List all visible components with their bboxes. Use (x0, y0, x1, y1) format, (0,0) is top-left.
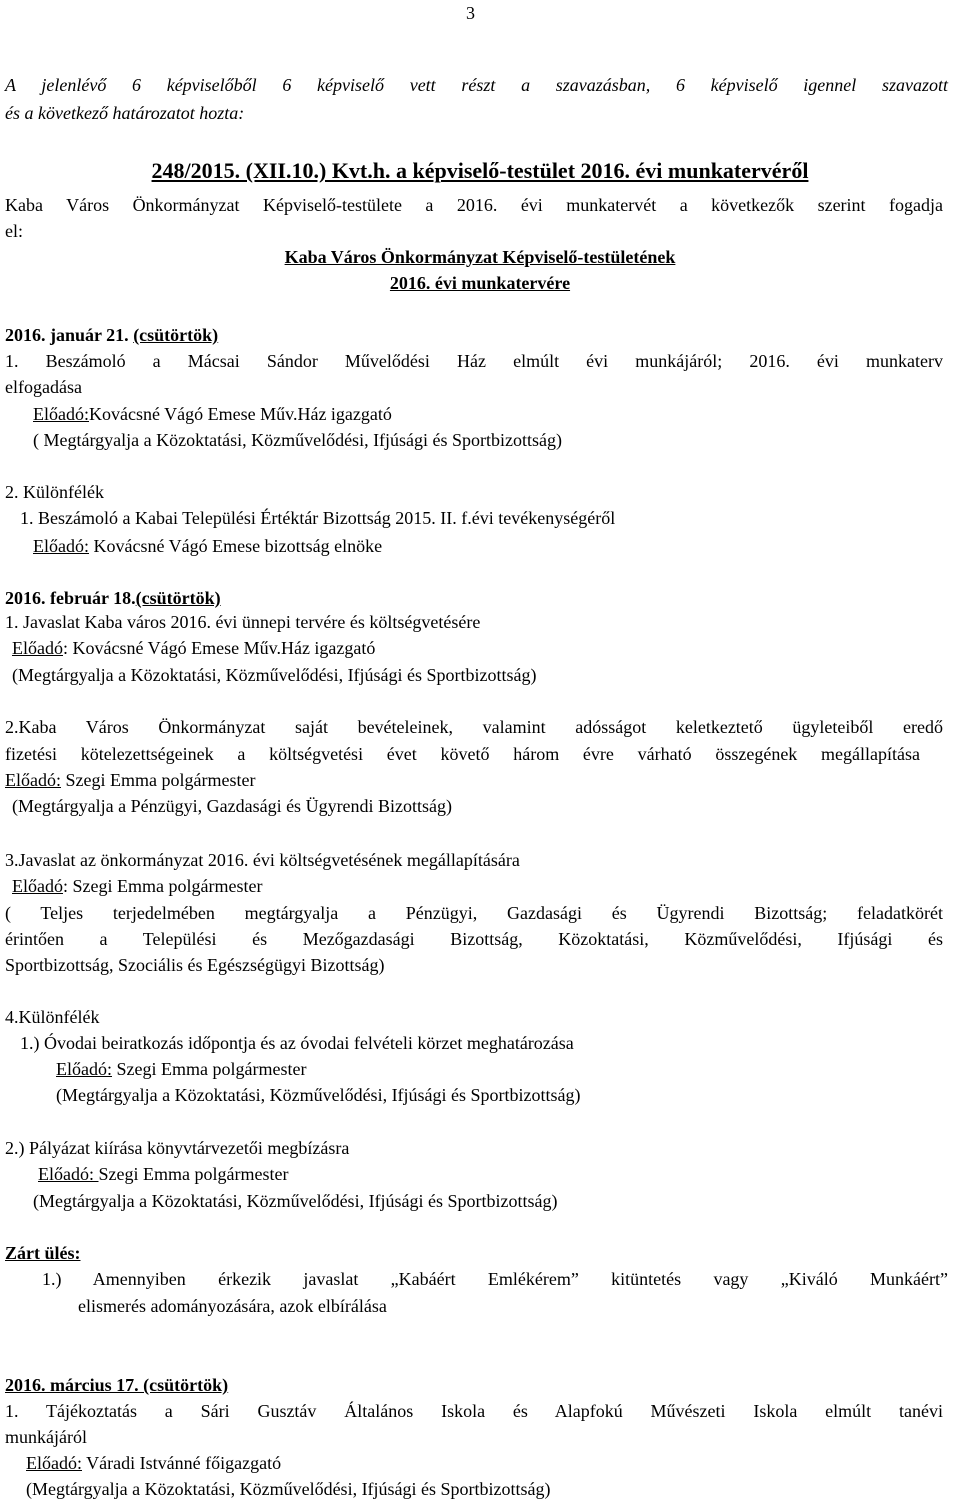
feb-item3-committee-2: érintően a Települési és Mezőgazdasági Bizottság, Közoktatási, Közművelődési, Ifjúsági és (5, 929, 943, 949)
plan-title-1: Kaba Város Önkormányzat Képviselő-testületének (284, 247, 676, 267)
feb-date (5, 587, 221, 609)
intro-line-2: és a következő határozatot hozta: (5, 103, 245, 123)
feb-item3: 3.Javaslat az önkormányzat 2016. évi költségvetésének megállapítására (5, 850, 520, 870)
presenter-label: Előadó (12, 876, 63, 896)
jan-item2: 2. Különfélék (5, 482, 104, 502)
presenter-name: : Szegi Emma polgármester (63, 876, 263, 896)
feb-item4-sub2: 2.) Pályázat kiírása könyvtárvezetői megbízásra (5, 1138, 350, 1158)
feb-item2-committee: (Megtárgyalja a Pénzügyi, Gazdasági és Ügyrendi Bizottság) (12, 796, 453, 816)
page-number: 3 (466, 3, 475, 23)
feb-day-text: (csütörtök) (135, 588, 221, 608)
feb-item2-presenter (5, 769, 255, 791)
resolution-text-2: el: (5, 221, 23, 241)
jan-item1-presenter (33, 403, 392, 425)
feb-item4-sub1-committee: (Megtárgyalja a Közoktatási, Közművelődési, Ifjúsági és Sportbizottság) (56, 1085, 581, 1105)
jan-item2-presenter (33, 535, 382, 557)
jan-item1-line1: 1. Beszámoló a Mácsai Sándor Művelődési Ház elmúlt évi munkájáról; 2016. évi munkaterv (5, 351, 943, 371)
jan-date-text: 2016. január 21. (5, 325, 129, 345)
presenter-label: Előadó (12, 638, 63, 658)
feb-item3-presenter (12, 875, 262, 897)
presenter-label: Előadó: (26, 1453, 82, 1473)
presenter-label: Előadó: (33, 536, 89, 556)
feb-item1-presenter (12, 637, 375, 659)
presenter-name: Szegi Emma polgármester (61, 770, 256, 790)
presenter-name: Szegi Emma polgármester (112, 1059, 307, 1079)
jan-date (5, 324, 218, 346)
feb-item4-sub1-presenter (56, 1058, 306, 1080)
jan-day-text: (csütörtök) (133, 325, 219, 345)
feb-item3-committee-1: ( Teljes terjedelmében megtárgyalja a Pénzügyi, Gazdasági és Ügyrendi Bizottság; feladatkörét (5, 903, 943, 923)
closed-item-line1: 1.) Amennyiben érkezik javaslat „Kabáért Emlékérem” kitüntetés vagy „Kiváló Munkáért” (42, 1269, 948, 1289)
closed-session-label: Zárt ülés: (5, 1243, 81, 1263)
feb-item1-committee: (Megtárgyalja a Közoktatási, Közművelődési, Ifjúsági és Sportbizottság) (12, 665, 537, 685)
closed-item-line2: elismerés adományozására, azok elbírálása (78, 1296, 387, 1316)
presenter-name: Szegi Emma polgármester (98, 1164, 289, 1184)
mar-item1-line2: munkájáról (5, 1427, 87, 1447)
feb-item1: 1. Javaslat Kaba város 2016. évi ünnepi tervére és költségvetésére (5, 612, 481, 632)
jan-item1-committee: ( Megtárgyalja a Közoktatási, Közművelődési, Ifjúsági és Sportbizottság) (33, 430, 563, 450)
feb-item4-sub2-committee: (Megtárgyalja a Közoktatási, Közművelődési, Ifjúsági és Sportbizottság) (33, 1191, 558, 1211)
mar-item1-line1: 1. Tájékoztatás a Sári Gusztáv Általános Iskola és Alapfokú Művészeti Iskola elmúlt tanévi (5, 1401, 943, 1421)
feb-item2-line1: 2.Kaba Város Önkormányzat saját bevételeinek, valamint adósságot keletkeztető ügyleteiből eredő (5, 717, 943, 737)
feb-item4: 4.Különfélék (5, 1007, 100, 1027)
intro-line-1: A jelenlévő 6 képviselőből 6 képviselő vett részt a szavazásban, 6 képviselő igennel szavazott (5, 75, 948, 95)
mar-item1-presenter (26, 1452, 281, 1474)
plan-title-2: 2016. évi munkatervére (389, 273, 571, 293)
presenter-name: Váradi Istvánné főigazgató (82, 1453, 282, 1473)
feb-item2-line2: fizetési kötelezettségeinek a költségvetési évet követő három évre várható összegének megállapítása (5, 744, 920, 764)
presenter-label: Előadó: (56, 1059, 112, 1079)
presenter-name: : Kovácsné Vágó Emese Műv.Ház igazgató (63, 638, 376, 658)
resolution-text-1: Kaba Város Önkormányzat Képviselő-testülete a 2016. évi munkatervét a következők szerint fogadja (5, 195, 943, 215)
feb-item3-committee-3: Sportbizottság, Szociális és Egészségügyi Bizottság) (5, 955, 385, 975)
mar-item1-committee: (Megtárgyalja a Közoktatási, Közművelődési, Ifjúsági és Sportbizottság) (26, 1479, 551, 1499)
jan-item2-sub: 1. Beszámoló a Kabai Települési Értéktár Bizottság 2015. II. f.évi tevékenységéről (20, 508, 616, 528)
resolution-title: 248/2015. (XII.10.) Kvt.h. a képviselő-testület 2016. évi munkatervéről (151, 158, 809, 183)
presenter-label: Előadó: (38, 1164, 99, 1184)
presenter-name: Kovácsné Vágó Emese Műv.Ház igazgató (89, 404, 392, 424)
presenter-label: Előadó: (33, 404, 89, 424)
feb-date-text: 2016. február 18. (5, 588, 136, 608)
feb-item4-sub1: 1.) Óvodai beiratkozás időpontja és az óvodai felvételi körzet meghatározása (20, 1033, 574, 1053)
feb-item4-sub2-presenter (38, 1163, 288, 1185)
jan-item1-line2: elfogadása (5, 377, 82, 397)
presenter-name: Kovácsné Vágó Emese bizottság elnöke (89, 536, 383, 556)
mar-date: 2016. március 17. (csütörtök) (5, 1375, 229, 1395)
presenter-label: Előadó: (5, 770, 61, 790)
